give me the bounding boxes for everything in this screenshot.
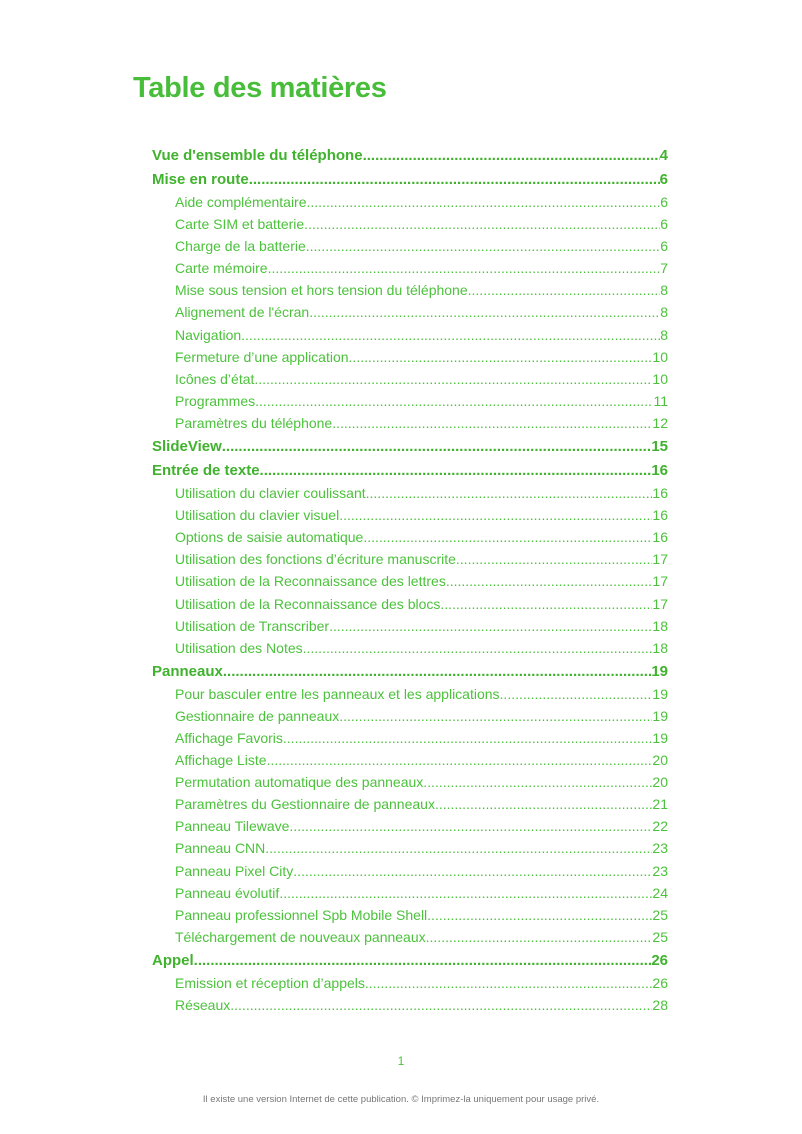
toc-subsection-label: Aide complémentaire bbox=[175, 194, 307, 210]
toc-subsection-entry[interactable] bbox=[152, 860, 668, 882]
toc-subsection-entry[interactable] bbox=[152, 882, 668, 904]
toc-subsection-label: Utilisation des fonctions d’écriture manuscrite bbox=[175, 551, 456, 568]
toc-subsection-label: Utilisation de la Reconnaissance des lettres bbox=[175, 573, 446, 590]
toc-subsection-page: 24 bbox=[652, 884, 668, 901]
toc-subsection-entry[interactable] bbox=[152, 346, 668, 368]
toc-subsection-entry[interactable] bbox=[152, 793, 668, 815]
toc-leader-dots bbox=[249, 169, 660, 191]
toc-leader-dots bbox=[194, 950, 652, 972]
toc-subsection-label: Icônes d’état bbox=[175, 370, 255, 387]
toc-subsection-entry[interactable] bbox=[152, 994, 668, 1016]
toc-subsection-page: 23 bbox=[652, 840, 668, 857]
footer-note: Il existe une version Internet de cette publication. © Imprimez-la uniquement pour usage privé. bbox=[202, 1094, 600, 1105]
toc-subsection-label: Utilisation de la Reconnaissance des blocs bbox=[175, 595, 441, 612]
toc-subsection-label: Affichage Favoris bbox=[175, 729, 283, 746]
toc-subsection-label: Paramètres du téléphone bbox=[175, 414, 333, 431]
toc-leader-dots bbox=[339, 705, 652, 727]
toc-subsection-entry[interactable] bbox=[152, 191, 668, 213]
toc-subsection-label: Permutation automatique des panneaux bbox=[175, 774, 424, 791]
toc-subsection-entry[interactable] bbox=[152, 213, 668, 235]
toc-section-entry[interactable] bbox=[152, 661, 668, 683]
toc-subsection-entry[interactable] bbox=[152, 771, 668, 793]
toc-subsection-page: 25 bbox=[652, 928, 668, 945]
toc-subsection-label: Options de saisie automatique bbox=[175, 529, 364, 546]
toc-leader-dots bbox=[423, 771, 652, 793]
toc-subsection-page: 8 bbox=[660, 326, 668, 343]
toc-section-label: Entrée de texte bbox=[152, 462, 260, 480]
toc-subsection-page: 11 bbox=[653, 392, 668, 409]
toc-subsection-label: Navigation bbox=[175, 326, 242, 343]
toc-subsection-page: 23 bbox=[652, 862, 668, 879]
toc-subsection-entry[interactable] bbox=[152, 615, 668, 637]
toc-section-entry[interactable] bbox=[152, 436, 668, 458]
toc-subsection-page: 21 bbox=[652, 796, 668, 813]
toc-section-entry[interactable] bbox=[152, 460, 668, 482]
toc-leader-dots bbox=[363, 526, 652, 548]
toc-leader-dots bbox=[254, 368, 652, 390]
toc-subsection-page: 6 bbox=[660, 194, 668, 210]
toc-leader-dots bbox=[332, 412, 652, 434]
toc-subsection-entry[interactable] bbox=[152, 257, 668, 279]
toc-subsection-page: 20 bbox=[652, 752, 668, 769]
toc-subsection-page: 22 bbox=[652, 818, 668, 835]
toc-subsection-page: 16 bbox=[652, 507, 668, 524]
page-title: Table des matières bbox=[133, 72, 387, 104]
toc-subsection-page: 17 bbox=[652, 595, 668, 612]
toc-section-page: 19 bbox=[651, 662, 668, 680]
toc-subsection-label: Affichage Liste bbox=[175, 752, 267, 769]
toc-subsection-page: 10 bbox=[652, 370, 668, 387]
toc-subsection-page: 7 bbox=[660, 260, 668, 277]
toc-subsection-entry[interactable] bbox=[152, 301, 668, 323]
toc-subsection-entry[interactable] bbox=[152, 972, 668, 994]
toc-subsection-label: Carte mémoire bbox=[175, 260, 268, 277]
toc-leader-dots bbox=[265, 837, 652, 859]
toc-leader-dots bbox=[307, 191, 661, 213]
toc-subsection-label: Mise sous tension et hors tension du téléphone bbox=[175, 282, 468, 299]
toc-subsection-entry[interactable] bbox=[152, 482, 668, 504]
table-of-contents bbox=[152, 145, 668, 1016]
toc-leader-dots bbox=[304, 213, 660, 235]
toc-subsection-entry[interactable] bbox=[152, 548, 668, 570]
toc-section-entry[interactable] bbox=[152, 950, 668, 972]
toc-subsection-page: 8 bbox=[660, 282, 668, 299]
toc-leader-dots bbox=[230, 994, 652, 1016]
toc-leader-dots bbox=[255, 390, 653, 412]
toc-section-page: 6 bbox=[659, 171, 668, 188]
toc-subsection-label: Réseaux bbox=[175, 997, 231, 1013]
toc-subsection-entry[interactable] bbox=[152, 727, 668, 749]
toc-subsection-page: 16 bbox=[652, 529, 668, 546]
toc-subsection-label: Panneau CNN bbox=[175, 840, 266, 857]
toc-leader-dots bbox=[339, 504, 652, 526]
toc-subsection-page: 25 bbox=[652, 906, 668, 923]
toc-leader-dots bbox=[366, 482, 653, 504]
toc-subsection-entry[interactable] bbox=[152, 683, 668, 705]
toc-subsection-page: 19 bbox=[652, 729, 668, 746]
toc-leader-dots bbox=[446, 570, 653, 592]
toc-subsection-entry[interactable] bbox=[152, 324, 668, 346]
toc-leader-dots bbox=[222, 436, 652, 458]
toc-subsection-entry[interactable] bbox=[152, 526, 668, 548]
toc-subsection-page: 16 bbox=[652, 485, 668, 502]
toc-subsection-page: 18 bbox=[652, 617, 668, 634]
toc-leader-dots bbox=[365, 972, 653, 994]
toc-subsection-label: Utilisation des Notes bbox=[175, 639, 303, 656]
toc-subsection-label: Utilisation de Transcriber bbox=[175, 617, 330, 634]
toc-subsection-label: Programmes bbox=[175, 392, 256, 409]
toc-section-label: Appel bbox=[152, 951, 194, 969]
toc-section-page: 15 bbox=[651, 438, 668, 456]
toc-subsection-page: 18 bbox=[652, 639, 668, 656]
toc-subsection-label: Panneau évolutif bbox=[175, 884, 280, 901]
toc-subsection-entry[interactable] bbox=[152, 570, 668, 592]
toc-subsection-entry[interactable] bbox=[152, 593, 668, 615]
toc-section-label: SlideView bbox=[152, 438, 222, 456]
toc-subsection-entry[interactable] bbox=[152, 279, 668, 301]
toc-subsection-entry[interactable] bbox=[152, 926, 668, 948]
toc-leader-dots bbox=[363, 145, 660, 167]
toc-subsection-page: 19 bbox=[652, 685, 668, 702]
toc-subsection-page: 6 bbox=[660, 216, 668, 233]
toc-subsection-entry[interactable] bbox=[152, 705, 668, 727]
toc-subsection-page: 10 bbox=[652, 348, 668, 365]
toc-subsection-label: Téléchargement de nouveaux panneaux bbox=[175, 928, 426, 945]
toc-subsection-label: Panneau Pixel City bbox=[175, 862, 294, 879]
toc-section-entry[interactable] bbox=[152, 145, 668, 167]
toc-subsection-label: Pour basculer entre les panneaux et les applications bbox=[175, 685, 500, 702]
toc-leader-dots bbox=[279, 882, 652, 904]
toc-subsection-page: 19 bbox=[652, 707, 668, 724]
toc-leader-dots bbox=[283, 727, 653, 749]
toc-leader-dots bbox=[435, 793, 652, 815]
toc-subsection-label: Utilisation du clavier coulissant bbox=[175, 485, 366, 502]
toc-leader-dots bbox=[289, 815, 652, 837]
toc-subsection-page: 28 bbox=[652, 997, 668, 1013]
toc-subsection-page: 8 bbox=[660, 304, 668, 321]
toc-subsection-label: Utilisation du clavier visuel bbox=[175, 507, 340, 524]
toc-subsection-page: 17 bbox=[652, 551, 668, 568]
toc-subsection-entry[interactable] bbox=[152, 637, 668, 659]
toc-subsection-entry[interactable] bbox=[152, 749, 668, 771]
toc-section-label: Panneaux bbox=[152, 662, 223, 680]
toc-section-page: 4 bbox=[659, 147, 668, 164]
toc-leader-dots bbox=[468, 279, 661, 301]
page-number: 1 bbox=[397, 1054, 405, 1068]
toc-subsection-page: 26 bbox=[652, 974, 668, 991]
toc-subsection-label: Emission et réception d’appels bbox=[175, 974, 365, 991]
toc-subsection-entry[interactable] bbox=[152, 837, 668, 859]
toc-section-page: 16 bbox=[651, 462, 668, 480]
toc-leader-dots bbox=[260, 460, 652, 482]
toc-section-label: Vue d'ensemble du téléphone bbox=[152, 147, 363, 164]
toc-subsection-page: 17 bbox=[652, 573, 668, 590]
toc-subsection-entry[interactable] bbox=[152, 412, 668, 434]
toc-section-label: Mise en route bbox=[152, 171, 249, 188]
toc-subsection-entry[interactable] bbox=[152, 235, 668, 257]
toc-leader-dots bbox=[349, 346, 653, 368]
toc-subsection-entry[interactable] bbox=[152, 504, 668, 526]
toc-leader-dots bbox=[268, 257, 661, 279]
toc-leader-dots bbox=[329, 615, 652, 637]
toc-leader-dots bbox=[303, 637, 653, 659]
toc-subsection-page: 6 bbox=[660, 238, 668, 255]
toc-leader-dots bbox=[293, 860, 652, 882]
toc-subsection-entry[interactable] bbox=[152, 815, 668, 837]
toc-leader-dots bbox=[440, 593, 652, 615]
toc-leader-dots bbox=[241, 324, 660, 346]
toc-subsection-label: Gestionnaire de panneaux bbox=[175, 707, 340, 724]
toc-subsection-label: Charge de la batterie bbox=[175, 238, 306, 255]
toc-subsection-entry[interactable] bbox=[152, 390, 668, 412]
toc-leader-dots bbox=[456, 548, 653, 570]
toc-subsection-entry[interactable] bbox=[152, 904, 668, 926]
toc-subsection-label: Alignement de l'écran bbox=[175, 304, 310, 321]
toc-leader-dots bbox=[306, 235, 660, 257]
toc-section-entry[interactable] bbox=[152, 169, 668, 191]
toc-subsection-page: 20 bbox=[652, 774, 668, 791]
toc-leader-dots bbox=[267, 749, 653, 771]
toc-subsection-label: Paramètres du Gestionnaire de panneaux bbox=[175, 796, 435, 813]
toc-subsection-label: Panneau professionnel Spb Mobile Shell bbox=[175, 906, 428, 923]
toc-leader-dots bbox=[223, 661, 651, 683]
toc-subsection-entry[interactable] bbox=[152, 368, 668, 390]
toc-leader-dots bbox=[309, 301, 660, 323]
toc-leader-dots bbox=[500, 683, 653, 705]
toc-leader-dots bbox=[426, 926, 653, 948]
toc-subsection-label: Fermeture d’une application bbox=[175, 348, 349, 365]
toc-subsection-label: Carte SIM et batterie bbox=[175, 216, 305, 233]
toc-subsection-label: Panneau Tilewave bbox=[175, 818, 290, 835]
toc-subsection-page: 12 bbox=[652, 414, 668, 431]
toc-leader-dots bbox=[427, 904, 652, 926]
toc-section-page: 26 bbox=[651, 951, 668, 969]
